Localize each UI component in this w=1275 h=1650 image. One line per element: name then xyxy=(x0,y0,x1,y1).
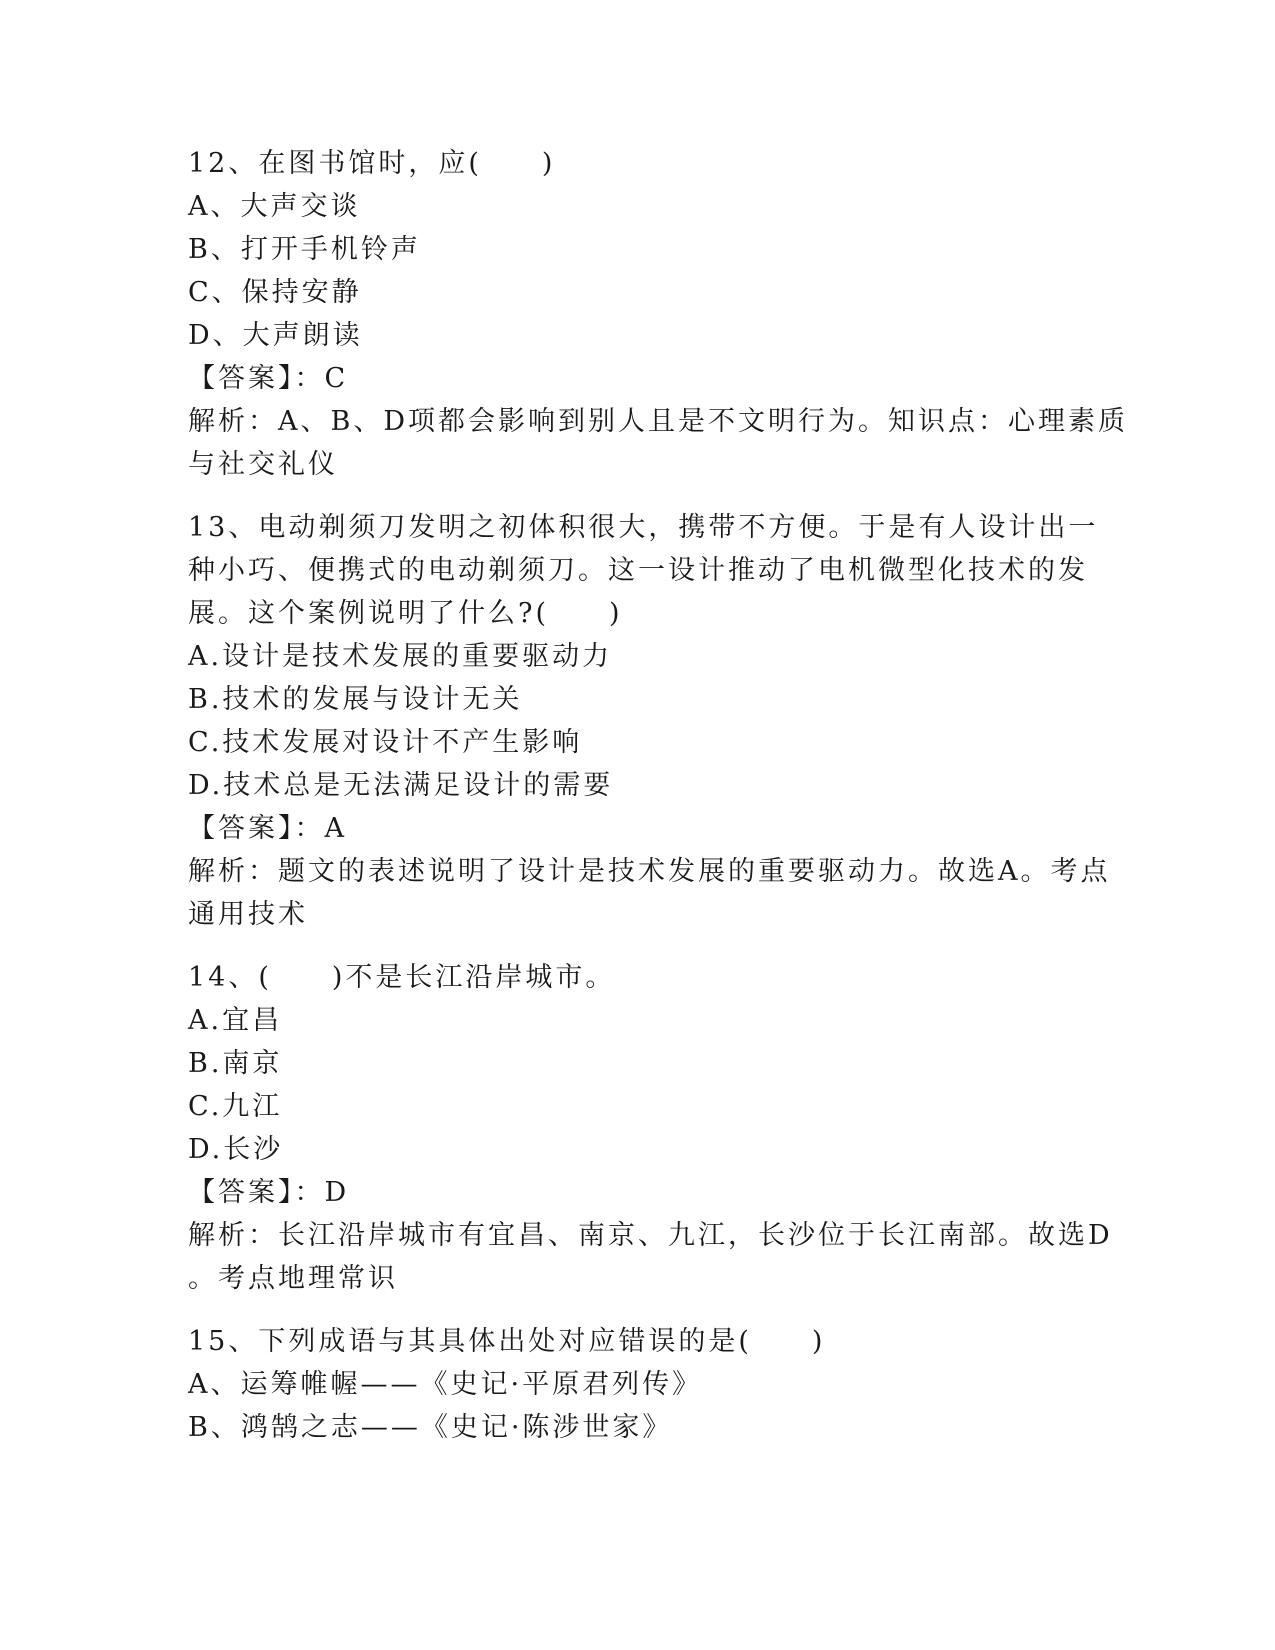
answer: 【答案】：C xyxy=(188,363,349,394)
question-13 xyxy=(188,506,1111,936)
option-d: D.技术总是无法满足设计的需要 xyxy=(188,770,614,801)
option-a: A.设计是技术发展的重要驱动力 xyxy=(188,641,613,672)
answer: 【答案】：A xyxy=(188,813,347,844)
question-15 xyxy=(188,1320,1088,1449)
question-12 xyxy=(188,142,1128,486)
option-d: D、大声朗读 xyxy=(188,320,363,351)
option-b: B、打开手机铃声 xyxy=(188,234,421,265)
question-14 xyxy=(188,956,1113,1300)
analysis-line-1: 解析：A、B、D项都会影响到别人且是不文明行为。知识点：心理素质 xyxy=(188,406,1128,437)
option-c: C.技术发展对设计不产生影响 xyxy=(188,727,583,758)
analysis-line-2: 通用技术 xyxy=(188,899,308,930)
document-page xyxy=(188,142,1128,1449)
option-a: A.宜昌 xyxy=(188,1005,283,1036)
answer: 【答案】：D xyxy=(188,1177,350,1208)
analysis-line-1: 解析：题文的表述说明了设计是技术发展的重要驱动力。故选A。考点 xyxy=(188,856,1111,887)
question-stem: 14、( )不是长江沿岸城市。 xyxy=(188,962,616,993)
option-a: A、运筹帷幄——《史记·平原君列传》 xyxy=(188,1369,703,1400)
option-b: B.南京 xyxy=(188,1048,283,1079)
option-c: C.九江 xyxy=(188,1091,283,1122)
option-a: A、大声交谈 xyxy=(188,191,361,222)
analysis-line-1: 解析：长江沿岸城市有宜昌、南京、九江，长沙位于长江南部。故选D xyxy=(188,1220,1113,1251)
option-b: B、鸿鹄之志——《史记·陈涉世家》 xyxy=(188,1412,673,1443)
question-stem-line-2: 种小巧、便携式的电动剃须刀。这一设计推动了电机微型化技术的发 xyxy=(188,555,1088,586)
question-stem: 12、在图书馆时，应( ) xyxy=(188,148,556,179)
analysis-line-2: 与社交礼仪 xyxy=(188,449,338,480)
analysis-line-2: 。考点地理常识 xyxy=(188,1263,398,1294)
option-d: D.长沙 xyxy=(188,1134,284,1165)
question-stem: 15、下列成语与其具体出处对应错误的是( ) xyxy=(188,1326,826,1357)
option-c: C、保持安静 xyxy=(188,277,362,308)
question-stem-line-1: 13、电动剃须刀发明之初体积很大，携带不方便。于是有人设计出一 xyxy=(188,512,1099,543)
option-b: B.技术的发展与设计无关 xyxy=(188,684,523,715)
question-stem-line-3: 展。这个案例说明了什么?( ) xyxy=(188,598,623,629)
